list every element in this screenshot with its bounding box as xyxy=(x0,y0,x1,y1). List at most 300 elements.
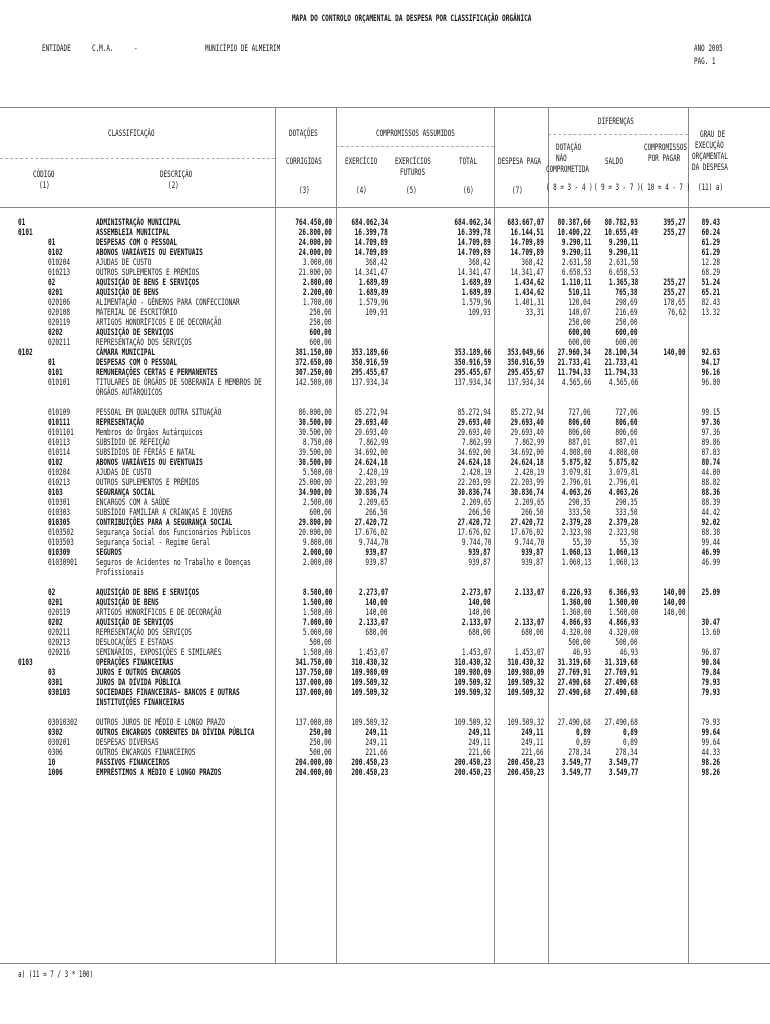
row-saldo: 2.631,58 xyxy=(608,258,638,268)
row-subcode: 0103503 xyxy=(48,538,74,548)
table-row xyxy=(0,548,770,558)
row-exercicio: 29.693,40 xyxy=(354,428,388,438)
row-exercicio: 350.916,59 xyxy=(351,358,388,368)
table-row xyxy=(0,678,770,688)
table-row xyxy=(0,748,770,758)
row-saldo: 727,06 xyxy=(615,408,638,418)
row-subcode: 030103 xyxy=(48,688,71,698)
row-dotacao-nc: 278,34 xyxy=(568,748,591,758)
row-total: 684.062,34 xyxy=(454,218,491,228)
row-exercicio: 200.450,23 xyxy=(351,768,388,778)
row-dotacoes: 204.000,00 xyxy=(295,768,332,778)
row-dotacao-nc: 9.290,11 xyxy=(561,248,591,258)
row-despesa-paga: 249,11 xyxy=(521,728,544,738)
row-subcode: 010301 xyxy=(48,498,71,508)
table-row xyxy=(0,308,770,318)
row-despesa-paga: 109.509,32 xyxy=(507,718,544,728)
row-despesa-paga: 109.509,32 xyxy=(507,678,544,688)
row-dotacoes: 137.000,00 xyxy=(295,678,332,688)
row-description: SEGUROS xyxy=(96,548,122,558)
row-dotacoes: 30.500,00 xyxy=(298,418,332,428)
row-dotacoes: 250,00 xyxy=(309,728,332,738)
table-row xyxy=(0,528,770,538)
row-total: 939,87 xyxy=(468,548,491,558)
table-row xyxy=(0,358,770,368)
row-dotacao-nc: 3.079,81 xyxy=(561,468,591,478)
row-total: 109.509,32 xyxy=(454,678,491,688)
row-dotacao-nc: 806,60 xyxy=(568,428,591,438)
row-despesa-paga: 1.401,31 xyxy=(514,298,544,308)
row-grau: 61.29 xyxy=(701,248,720,258)
row-total: 22.203,99 xyxy=(457,478,491,488)
row-saldo: 600,00 xyxy=(615,338,638,348)
table-row xyxy=(0,258,770,268)
row-subcode: 0301 xyxy=(48,678,63,688)
header-despesa-paga-num: (7) xyxy=(512,186,523,196)
row-exercicio: 109,93 xyxy=(365,308,388,318)
row-saldo: 1.060,13 xyxy=(608,548,638,558)
row-code: 0103 xyxy=(18,658,33,668)
header-dotacoes: DOTAÇÕES xyxy=(289,129,318,139)
row-saldo: 2.796,01 xyxy=(608,478,638,488)
row-despesa-paga: 34.692,00 xyxy=(510,448,544,458)
report-title: MAPA DO CONTROLO ORÇAMENTAL DA DESPESA POR CLASSIFICAÇÃO ORGÂNICA xyxy=(292,14,532,24)
row-grau: 88.36 xyxy=(701,488,720,498)
row-dotacao-nc: 6.658,53 xyxy=(561,268,591,278)
row-dotacao-nc: 2.323,98 xyxy=(561,528,591,538)
row-grau: 79.93 xyxy=(701,688,720,698)
row-dotacao-nc: 2.631,58 xyxy=(561,258,591,268)
row-description: SUBSÍDIO DE REFEIÇÃO xyxy=(96,438,170,448)
row-description: Segurança Social dos Funcionários Públicos xyxy=(96,528,251,538)
row-dotacao-nc: 4.808,00 xyxy=(561,448,591,458)
header-total: TOTAL xyxy=(459,157,477,167)
row-dotacao-nc: 2.379,28 xyxy=(561,518,591,528)
row-subcode: 10 xyxy=(48,758,56,768)
row-exercicio: 2.209,65 xyxy=(358,498,388,508)
row-exercicio: 34.692,00 xyxy=(354,448,388,458)
row-total: 939,87 xyxy=(468,558,491,568)
row-despesa-paga: 683.667,07 xyxy=(507,218,544,228)
row-saldo: 10.655,49 xyxy=(604,228,638,238)
row-description: SOCIEDADES FINANCEIRAS- BANCOS E OUTRAS xyxy=(96,688,240,698)
table-row xyxy=(0,458,770,468)
row-subcode: 02 xyxy=(48,278,56,288)
row-exercicio: 22.203,99 xyxy=(354,478,388,488)
row-dotacoes: 137.750,00 xyxy=(295,668,332,678)
row-total: 310.430,32 xyxy=(454,658,491,668)
row-despesa-paga: 9.744,70 xyxy=(514,538,544,548)
row-total: 368,42 xyxy=(468,258,491,268)
row-total: 109,93 xyxy=(468,308,491,318)
row-subcode: 01 xyxy=(48,358,56,368)
row-dotacao-nc: 250,00 xyxy=(568,318,591,328)
row-subcode: 010213 xyxy=(48,478,71,488)
row-subcode: 02 xyxy=(48,588,56,598)
row-dotacoes: 204.000,00 xyxy=(295,758,332,768)
row-subcode: 010305 xyxy=(48,518,71,528)
row-dotacao-nc: 887,01 xyxy=(568,438,591,448)
row-saldo: 80.782,93 xyxy=(604,218,638,228)
row-code: 01 xyxy=(18,218,26,228)
header-comp-pagar-2: POR PAGAR xyxy=(648,154,681,164)
header-dotacao-nc-1: DOTAÇÃO xyxy=(556,143,582,153)
row-despesa-paga: 310.430,32 xyxy=(507,658,544,668)
row-exercicio: 24.624,18 xyxy=(354,458,388,468)
row-exercicio: 2.273,07 xyxy=(358,588,388,598)
row-dotacoes: 24.000,00 xyxy=(298,248,332,258)
row-despesa-paga: 137.934,34 xyxy=(507,378,544,388)
row-grau: 96.80 xyxy=(701,378,720,388)
row-total: 14.709,89 xyxy=(457,238,491,248)
row-description: ENCARGOS COM A SAÚDE xyxy=(96,498,170,508)
row-grau: 60.24 xyxy=(701,228,720,238)
table-row xyxy=(0,378,770,398)
row-grau: 98.26 xyxy=(701,768,720,778)
row-subcode: 010101 xyxy=(48,378,71,388)
row-grau: 97.36 xyxy=(701,418,720,428)
row-dotacoes: 39.500,00 xyxy=(298,448,332,458)
row-dotacao-nc: 27.490,68 xyxy=(557,688,591,698)
row-description: AQUISIÇÃO DE SERVIÇOS xyxy=(96,328,174,338)
row-subcode: 020211 xyxy=(48,338,71,348)
row-subcode: 010109 xyxy=(48,408,71,418)
header-dotacoes-num: (3) xyxy=(299,186,310,196)
row-description: AJUDAS DE CUSTO xyxy=(96,258,152,268)
row-saldo: 11.794,33 xyxy=(604,368,638,378)
header-futuros-1: EXERCÍCIOS xyxy=(395,157,431,167)
row-description: SUBSÍDIOS DE FÉRIAS E NATAL xyxy=(96,448,196,458)
row-description: AQUISIÇÃO DE BENS E SERVIÇOS xyxy=(96,278,200,288)
row-dotacoes: 9.800,00 xyxy=(302,538,332,548)
row-grau: 89.43 xyxy=(701,218,720,228)
row-total: 109.509,32 xyxy=(454,688,491,698)
row-despesa-paga: 295.455,67 xyxy=(507,368,544,378)
row-description: PASSIVOS FINANCEIROS xyxy=(96,758,170,768)
row-despesa-paga: 14.341,47 xyxy=(510,268,544,278)
row-dotacao-nc: 1.360,00 xyxy=(561,608,591,618)
row-dotacoes: 86.000,00 xyxy=(298,408,332,418)
row-saldo: 31.319,68 xyxy=(604,658,638,668)
row-grau: 99.44 xyxy=(701,538,720,548)
row-saldo: 2.323,98 xyxy=(608,528,638,538)
row-description: Seguros de Acidentes no Trabalho e Doenças xyxy=(96,558,251,568)
row-subcode: 010309 xyxy=(48,548,71,558)
row-total: 2.273,07 xyxy=(461,588,491,598)
row-saldo: 806,60 xyxy=(615,418,638,428)
row-description: ABONOS VARIÁVEIS OU EVENTUAIS xyxy=(96,248,203,258)
row-saldo: 1.060,13 xyxy=(608,558,638,568)
header-compromissos: COMPROMISSOS ASSUMIDOS xyxy=(376,129,455,139)
row-description-cont: ÓRGÃOS AUTÁRQUICOS xyxy=(96,388,163,398)
table-row xyxy=(0,658,770,668)
row-code: 0102 xyxy=(18,348,33,358)
row-despesa-paga: 29.693,40 xyxy=(510,418,544,428)
row-dotacoes: 30.500,00 xyxy=(298,458,332,468)
row-total: 27.420,72 xyxy=(457,518,491,528)
table-row xyxy=(0,328,770,338)
row-description: PESSOAL EM QUALQUER OUTRA SITUAÇÃO xyxy=(96,408,222,418)
row-saldo: 887,01 xyxy=(615,438,638,448)
row-description: ARTIGOS HONORÍFICOS E DE DECORAÇÃO xyxy=(96,318,222,328)
row-description: ADMINISTRAÇÃO MUNICIPAL xyxy=(96,218,181,228)
row-grau: 99.64 xyxy=(701,728,720,738)
row-description: TITULARES DE ÓRGÃOS DE SOBERANIA E MEMBROS DE xyxy=(96,378,262,388)
row-despesa-paga: 30.836,74 xyxy=(510,488,544,498)
row-dotacoes: 2.000,00 xyxy=(302,548,332,558)
header-codigo: CÓDIGO xyxy=(33,170,55,180)
row-saldo: 298,69 xyxy=(615,298,638,308)
row-saldo: 55,30 xyxy=(619,538,638,548)
row-grau: 79.84 xyxy=(701,668,720,678)
table-row xyxy=(0,518,770,528)
row-exercicio: 2.420,19 xyxy=(358,468,388,478)
table-row xyxy=(0,348,770,358)
row-exercicio: 200.450,23 xyxy=(351,758,388,768)
row-saldo: 4.565,66 xyxy=(608,378,638,388)
row-dotacoes: 3.000,00 xyxy=(302,258,332,268)
table-row xyxy=(0,558,770,578)
table-row xyxy=(0,318,770,328)
row-total: 29.693,40 xyxy=(457,418,491,428)
row-saldo: 9.290,11 xyxy=(608,248,638,258)
header-total-num: (6) xyxy=(463,186,474,196)
table-row xyxy=(0,418,770,428)
row-dotacoes: 500,00 xyxy=(309,748,332,758)
entidade-code: C.M.A. xyxy=(92,44,114,54)
row-saldo: 1.365,38 xyxy=(608,278,638,288)
row-dotacoes: 250,00 xyxy=(309,308,332,318)
row-dotacao-nc: 1.110,11 xyxy=(561,278,591,288)
table-row xyxy=(0,728,770,738)
classificacao-divider xyxy=(0,158,275,159)
header-comp-pagar-1: COMPROMISSOS xyxy=(644,143,687,153)
row-grau: 51.24 xyxy=(701,278,720,288)
table-row xyxy=(0,538,770,548)
row-description: DESPESAS COM O PESSOAL xyxy=(96,358,178,368)
row-saldo: 27.490,68 xyxy=(604,688,638,698)
row-subcode: 020211 xyxy=(48,628,71,638)
row-total: 85.272,94 xyxy=(457,408,491,418)
header-saldo: SALDO xyxy=(605,157,623,167)
row-dotacao-nc: 27.769,91 xyxy=(557,668,591,678)
row-exercicio: 14.709,89 xyxy=(354,248,388,258)
row-description: AQUISIÇÃO DE SERVIÇOS xyxy=(96,618,174,628)
row-grau: 30.47 xyxy=(701,618,720,628)
row-exercicio: 85.272,94 xyxy=(354,408,388,418)
row-total: 200.450,23 xyxy=(454,758,491,768)
row-dotacoes: 500,00 xyxy=(309,638,332,648)
row-total: 17.676,02 xyxy=(457,528,491,538)
row-saldo: 0,89 xyxy=(623,738,638,748)
row-exercicio: 7.862,99 xyxy=(358,438,388,448)
row-subcode: 0103502 xyxy=(48,528,74,538)
row-comp-pagar: 140,00 xyxy=(663,588,686,598)
row-exercicio: 1.579,96 xyxy=(358,298,388,308)
row-subcode: 03010302 xyxy=(48,718,78,728)
row-dotacao-nc: 140,07 xyxy=(568,308,591,318)
table-row xyxy=(0,238,770,248)
row-dotacoes: 7.000,00 xyxy=(302,618,332,628)
row-saldo: 250,00 xyxy=(615,318,638,328)
row-dotacao-nc: 27.960,34 xyxy=(557,348,591,358)
row-subcode: 0202 xyxy=(48,328,63,338)
row-comp-pagar: 140,00 xyxy=(663,598,686,608)
row-subcode: 010303 xyxy=(48,508,71,518)
row-exercicio: 353.189,66 xyxy=(351,348,388,358)
table-row xyxy=(0,618,770,628)
table-row xyxy=(0,298,770,308)
row-total: 200.450,23 xyxy=(454,768,491,778)
row-dotacoes: 24.000,00 xyxy=(298,238,332,248)
row-exercicio: 221,66 xyxy=(365,748,388,758)
row-total: 140,00 xyxy=(468,598,491,608)
row-total: 249,11 xyxy=(468,738,491,748)
header-futuros-2: FUTUROS xyxy=(400,168,426,178)
header-comp-pagar-num: ( 10 = 4 - 7 ) xyxy=(640,183,691,193)
row-description: OUTROS ENCARGOS FINANCEIROS xyxy=(96,748,196,758)
row-saldo: 278,34 xyxy=(615,748,638,758)
row-despesa-paga: 2.420,19 xyxy=(514,468,544,478)
row-exercicio: 310.430,32 xyxy=(351,658,388,668)
row-subcode: 010204 xyxy=(48,468,71,478)
row-subcode: 0101101 xyxy=(48,428,74,438)
row-grau: 88.39 xyxy=(701,498,720,508)
row-dotacoes: 600,00 xyxy=(309,508,332,518)
row-description: AJUDAS DE CUSTO xyxy=(96,468,152,478)
row-subcode: 020108 xyxy=(48,308,71,318)
row-grau: 80.74 xyxy=(701,458,720,468)
row-dotacao-nc: 1.060,13 xyxy=(561,558,591,568)
row-comp-pagar: 255,27 xyxy=(663,278,686,288)
row-grau: 94.17 xyxy=(701,358,720,368)
row-exercicio: 16.399,78 xyxy=(354,228,388,238)
row-despesa-paga: 17.676,02 xyxy=(510,528,544,538)
row-total: 14.341,47 xyxy=(457,268,491,278)
row-exercicio: 140,00 xyxy=(365,598,388,608)
row-exercicio: 17.676,02 xyxy=(354,528,388,538)
row-dotacoes: 600,00 xyxy=(309,338,332,348)
row-dotacoes: 381.150,00 xyxy=(295,348,332,358)
row-description: CÂMARA MUNICIPAL xyxy=(96,348,155,358)
table-row xyxy=(0,628,770,638)
row-description: REMUNERAÇÕES CERTAS E PERMANENTES xyxy=(96,368,218,378)
row-grau: 79.93 xyxy=(701,678,720,688)
row-exercicio: 939,87 xyxy=(365,558,388,568)
header-futuros-num: (5) xyxy=(406,186,417,196)
row-subcode: 0102 xyxy=(48,248,63,258)
row-description: ABONOS VARIÁVEIS OU EVENTUAIS xyxy=(96,458,203,468)
row-dotacao-nc: 4.063,26 xyxy=(561,488,591,498)
row-saldo: 1.500,00 xyxy=(608,608,638,618)
row-dotacao-nc: 510,11 xyxy=(568,288,591,298)
table-row xyxy=(0,588,770,598)
row-saldo: 3.549,77 xyxy=(608,768,638,778)
header-exercicio-num: (4) xyxy=(356,186,367,196)
row-exercicio: 14.341,47 xyxy=(354,268,388,278)
row-despesa-paga: 2.133,07 xyxy=(514,618,544,628)
row-grau: 96.16 xyxy=(701,368,720,378)
row-saldo: 2.379,28 xyxy=(608,518,638,528)
header-grau-3: ORÇAMENTAL xyxy=(692,152,728,162)
row-despesa-paga: 7.862,99 xyxy=(514,438,544,448)
row-exercicio: 249,11 xyxy=(365,728,388,738)
row-dotacao-nc: 0,89 xyxy=(576,738,591,748)
row-dotacoes: 341.750,00 xyxy=(295,658,332,668)
row-description-cont: Profissionais xyxy=(96,568,144,578)
row-description: AQUISIÇÃO DE BENS xyxy=(96,288,159,298)
row-exercicio: 29.693,40 xyxy=(354,418,388,428)
table-row xyxy=(0,638,770,648)
row-exercicio: 2.133,07 xyxy=(358,618,388,628)
row-exercicio: 109.980,09 xyxy=(351,668,388,678)
row-exercicio: 140,00 xyxy=(365,608,388,618)
row-dotacao-nc: 1.360,00 xyxy=(561,598,591,608)
header-diferencas: DIFERENÇAS xyxy=(598,117,634,127)
row-despesa-paga: 85.272,94 xyxy=(510,408,544,418)
header-saldo-num: ( 9 = 3 - 7 ) xyxy=(594,183,641,193)
row-subcode: 020216 xyxy=(48,648,71,658)
row-saldo: 806,60 xyxy=(615,428,638,438)
entidade-name: MUNICÍPIO DE ALMEIRIM xyxy=(205,44,281,54)
row-despesa-paga: 27.420,72 xyxy=(510,518,544,528)
row-grau: 92.02 xyxy=(701,518,720,528)
row-description: SEMINÁRIOS, EXPOSIÇÕES E SIMILARES xyxy=(96,648,222,658)
row-subcode: 1006 xyxy=(48,768,63,778)
table-row xyxy=(0,468,770,478)
row-dotacoes: 25.000,00 xyxy=(298,478,332,488)
row-exercicio: 27.420,72 xyxy=(354,518,388,528)
row-total: 266,50 xyxy=(468,508,491,518)
row-subcode: 01 xyxy=(48,238,56,248)
header-descricao: DESCRIÇÃO xyxy=(160,170,193,180)
row-dotacoes: 2.800,00 xyxy=(302,278,332,288)
row-description: DESLOCAÇÕES E ESTADAS xyxy=(96,638,174,648)
header-grau-4: DA DESPESA xyxy=(692,163,728,173)
row-dotacao-nc: 3.549,77 xyxy=(561,758,591,768)
row-despesa-paga: 350.916,59 xyxy=(507,358,544,368)
row-dotacoes: 2.200,00 xyxy=(302,288,332,298)
row-description: CONTRIBUIÇÕES PARA A SEGURANÇA SOCIAL xyxy=(96,518,233,528)
row-saldo: 3.549,77 xyxy=(608,758,638,768)
row-despesa-paga: 939,87 xyxy=(521,548,544,558)
row-subcode: 020119 xyxy=(48,608,71,618)
row-subcode: 020213 xyxy=(48,638,71,648)
row-saldo: 9.290,11 xyxy=(608,238,638,248)
row-subcode: 01030901 xyxy=(48,558,78,568)
row-subcode: 0202 xyxy=(48,618,63,628)
row-saldo: 27.490,68 xyxy=(604,718,638,728)
compromissos-divider xyxy=(336,146,494,147)
row-dotacao-nc: 21.733,41 xyxy=(557,358,591,368)
row-dotacoes: 5.000,00 xyxy=(302,628,332,638)
row-total: 2.133,07 xyxy=(461,618,491,628)
row-saldo: 290,35 xyxy=(615,498,638,508)
row-grau: 97.36 xyxy=(701,428,720,438)
row-subcode: 020106 xyxy=(48,298,71,308)
row-dotacao-nc: 500,00 xyxy=(568,638,591,648)
row-total: 1.579,96 xyxy=(461,298,491,308)
row-saldo: 27.769,91 xyxy=(604,668,638,678)
row-dotacoes: 34.900,00 xyxy=(298,488,332,498)
row-dotacoes: 26.800,00 xyxy=(298,228,332,238)
row-total: 34.692,00 xyxy=(457,448,491,458)
row-dotacao-nc: 0,89 xyxy=(576,728,591,738)
row-grau: 68.29 xyxy=(701,268,720,278)
row-description: SUBSÍDIO FAMILIAR A CRIANÇAS E JOVENS xyxy=(96,508,233,518)
row-dotacao-nc: 55,30 xyxy=(572,538,591,548)
row-dotacoes: 30.500,00 xyxy=(298,428,332,438)
